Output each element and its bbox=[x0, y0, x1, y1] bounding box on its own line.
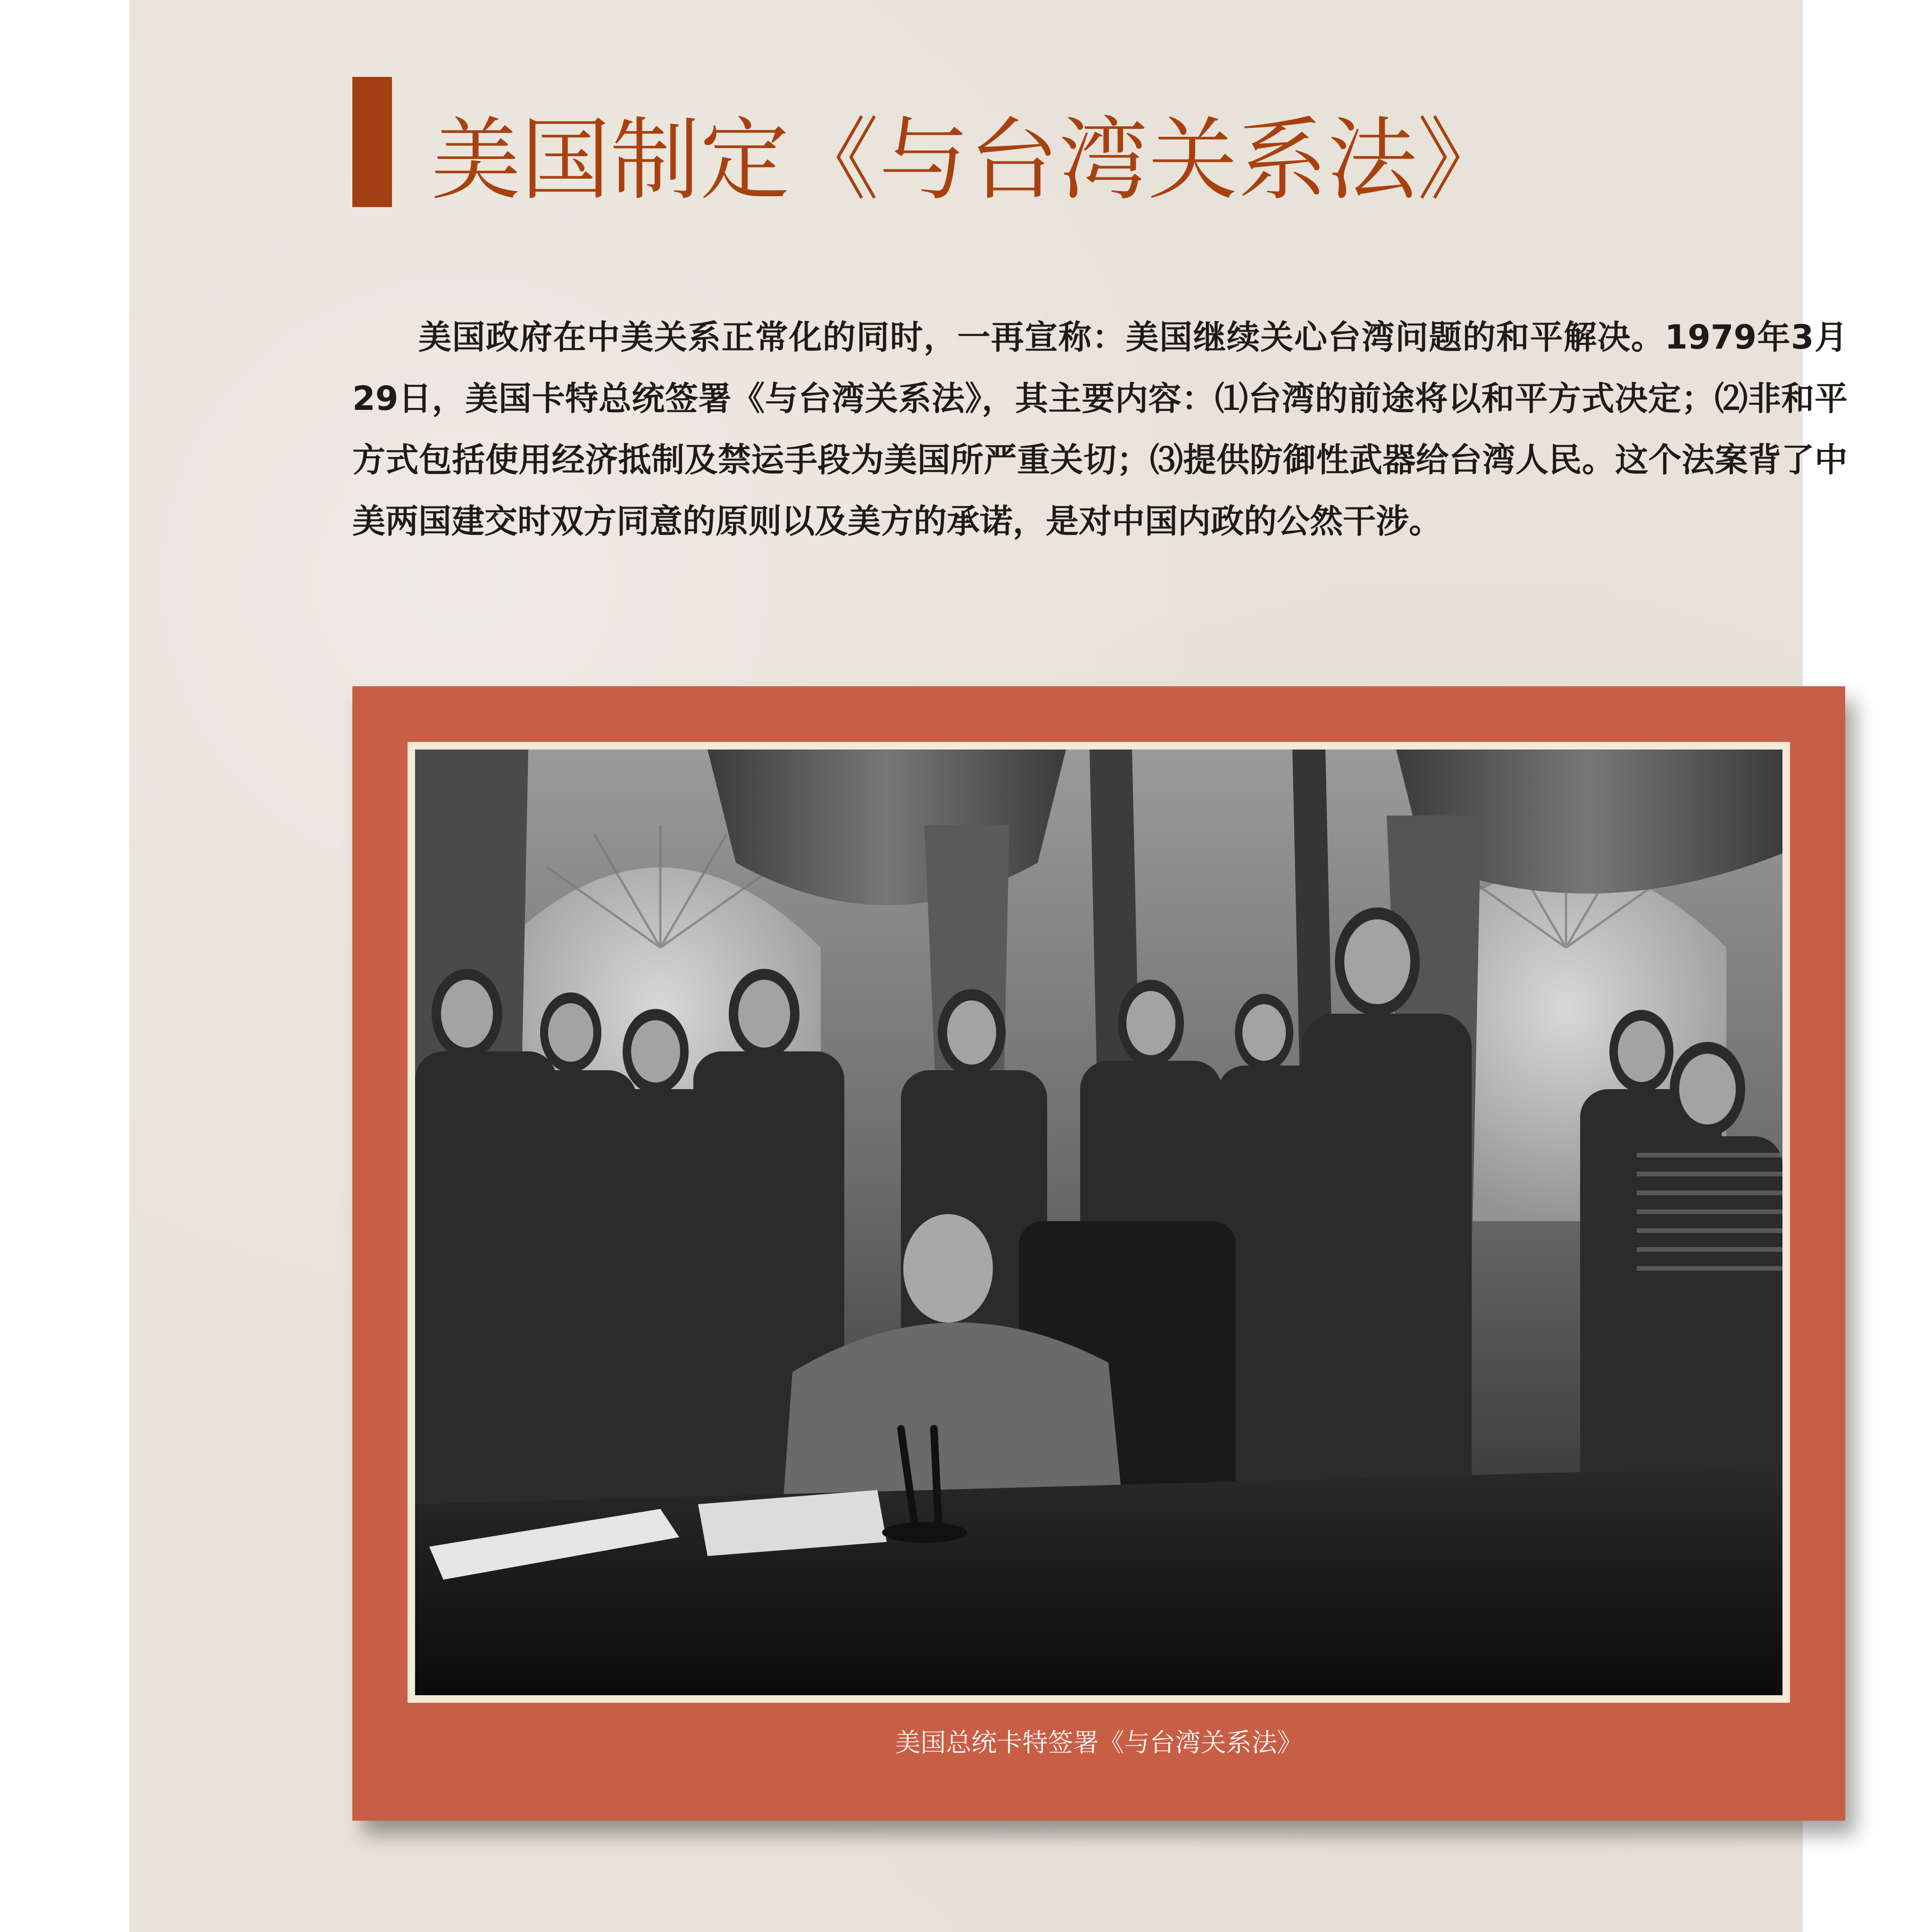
photo-caption: 美国总统卡特签署《与台湾关系法》 bbox=[895, 1728, 1303, 1757]
body-paragraph: 美国政府在中美关系正常化的同时，一再宣称：美国继续关心台湾问题的和平解决。1979年3月29日，美国卡特总统签署《与台湾关系法》，其主要内容：⑴台湾的前途将以和平方式决定；⑵非和平方式包括使用经济抵制及禁运手段为美国所严重关切；⑶提供防御性武器给台湾人民。这个法案背了中美两国建交时双方同意的原则以及美方的承诺，是对中国内政的公然干涉。 bbox=[352, 318, 1848, 541]
title-accent-bar bbox=[352, 77, 392, 207]
photo-frame bbox=[352, 686, 1845, 1821]
historical-photo bbox=[415, 749, 1782, 1695]
exhibit-panel bbox=[129, 0, 1848, 1932]
page-title: 美国制定《与台湾关系法》 bbox=[431, 108, 1507, 212]
signing-ceremony-photo bbox=[415, 749, 1782, 1695]
photo-border bbox=[408, 742, 1790, 1703]
